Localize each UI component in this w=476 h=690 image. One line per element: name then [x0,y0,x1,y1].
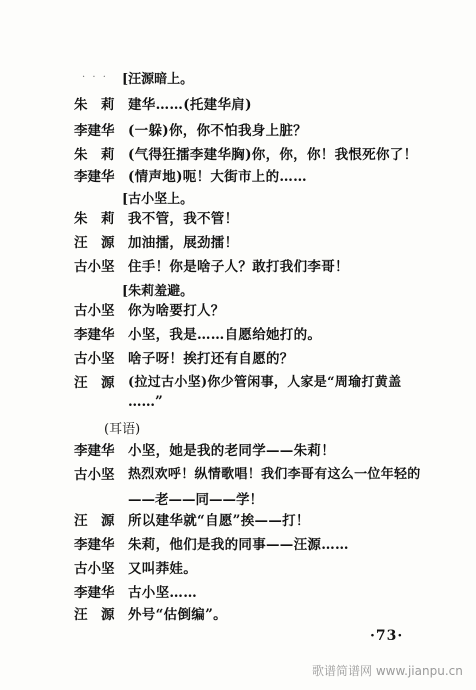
page-number: ·73· [370,628,404,644]
dialogue-text: 我不管，我不管！ [128,211,239,227]
dialogue-text: 又叫莽娃。 [128,561,197,577]
aside-note: (耳语) [104,422,141,437]
dialogue-text: (拉过古小坚)你少管闲事，人家是“周瑜打黄盖 [128,375,402,390]
speaker-name: 李建华 [74,537,115,553]
dialogue-text: 加油擂，展劲擂！ [128,235,239,251]
dialogue-text: (一躲)你，你不怕我身上脏？ [128,123,307,139]
speaker-name: 朱 莉 [74,211,115,227]
speaker-name: 汪 源 [74,235,115,251]
speaker-name: 汪 源 [74,607,115,623]
speaker-name: 古小坚 [74,303,115,319]
dialogue-text: 所以建华就“自愿”挨——打！ [128,513,310,529]
dialogue-text: 小坚，我是……自愿给她打的。 [128,327,322,343]
dialogue-text: 建华……(托建华肩) [128,97,252,113]
speaker-name: 汪 源 [74,375,115,391]
speaker-name: 古小坚 [74,467,115,483]
dialogue-text: (气得狂擂李建华胸)你，你，你！我恨死你了！ [128,147,418,163]
speaker-name: 古小坚 [74,561,115,577]
continuation-text: ……” [128,394,163,410]
speaker-name: 古小坚 [74,351,115,367]
speaker-name: 古小坚 [74,259,115,275]
dialogue-text: 古小坚…… [128,585,197,601]
stage-direction: [朱莉羞避。 [122,284,194,299]
dialogue-text: 热烈欢呼！纵情歌唱！我们李哥有这么一位年轻的 [128,467,421,482]
dialogue-text: 你为啥要打人？ [128,303,225,319]
dialogue-text: 外号“估倒编”。 [128,607,227,623]
speaker-name: 李建华 [74,123,115,139]
watermark: 歌谱简谱网 www.jianpu.cn [312,664,463,678]
dialogue-text: 小坚，她是我的老同学——朱莉！ [128,443,335,459]
continuation-text: ——老——同——学！ [128,492,263,508]
speaker-name: 朱 莉 [74,147,115,163]
speaker-name: 朱 莉 [74,97,115,113]
speaker-name: 汪 源 [74,513,115,529]
dialogue-text: 啥子呀！挨打还有自愿的？ [128,351,294,367]
stage-direction: [汪源暗上。 [122,72,194,87]
dialogue-text: 住手！你是啥子人？敢打我们李哥！ [128,259,349,275]
dialogue-text: (情声地)呃！大街市上的…… [128,169,307,185]
speaker-name: 李建华 [74,585,115,601]
speaker-name: 李建华 [74,169,115,185]
ink-dots: · · · [82,72,108,83]
dialogue-text: 朱莉，他们是我的同事——汪源…… [128,537,349,553]
speaker-name: 李建华 [74,443,115,459]
stage-direction: [古小坚上。 [122,192,194,207]
speaker-name: 李建华 [74,327,115,343]
